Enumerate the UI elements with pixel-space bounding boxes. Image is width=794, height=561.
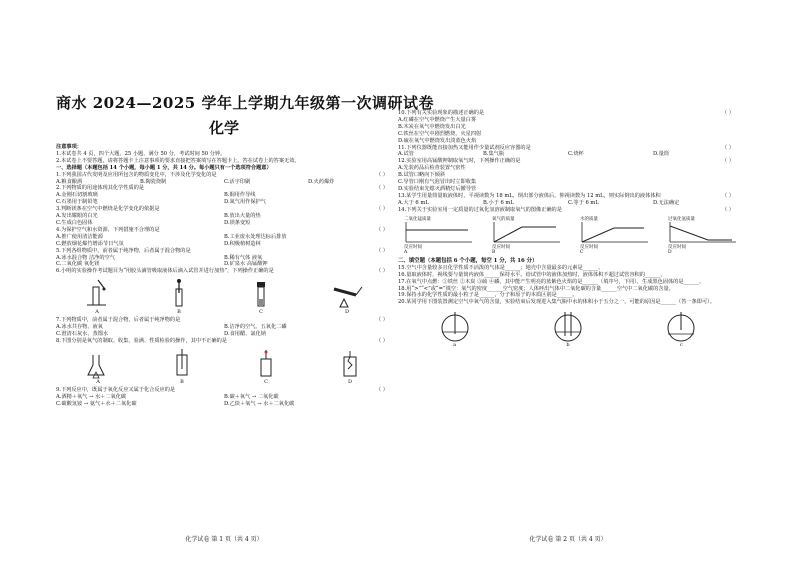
question-12-option-b: B.试管口略向下倾斜: [398, 172, 445, 179]
graph-a: [404, 216, 474, 255]
question-18: 18.用“>”“<”或“=”填空：氧气的密度______空气密度；人体呼出气体中二氧化碳的含量______空气中二氧化碳的含量。: [398, 285, 674, 292]
question-10-option-c: C.铁丝在空气中剧烈燃烧，火星四射: [398, 130, 482, 137]
exam-title: 商水 2024—2025 学年上学期九年级第一次调研试卷: [56, 94, 434, 112]
question-15: 15.空气中含量较多且化学性质不活泼的气体是______；地壳中含量最多的元素是______。: [398, 264, 604, 271]
question-12-option-d: D.实验结束先熄灭酒精灯后撤导管: [398, 185, 477, 192]
question-7-options-row2: C.澄清石灰水、蒸馏水 D.食用醋、氯化钠: [56, 331, 266, 338]
graph-a-label: A: [404, 249, 408, 255]
question-10-option-d: D.硫在氧气中燃烧发出淡蓝色火焰: [398, 137, 477, 144]
figure-6a: A: [84, 279, 110, 315]
tube-dropper-icon: [166, 279, 192, 309]
figure-8c: C: [253, 349, 279, 385]
figure-8d: D: [337, 349, 363, 385]
question-17: 17.在氧气中点燃：①铁丝 ②木炭 ③硫 ④磷，其中能产生明亮的蓝紫色火焰的是______（填序号，下同），生成黑色固体的是______。: [398, 278, 705, 285]
apparatus-c-icon: [661, 312, 701, 342]
figure-20b: b: [548, 312, 588, 348]
question-8: 8.下图分别是氧气的制取、收集、验满、性质检验的操作，其中不正确的是 （ ）: [56, 337, 388, 344]
question-14: 14.下列关于实验室用一定质量的过氧化氢溶液制取氧气的图像正确的是 （ ）: [398, 206, 734, 213]
question-4-options-row2: C.燃放烟花爆竹增添节日气氛 D.积极植树造林: [56, 240, 261, 247]
question-5: 5.下列各组物质中，前者属于纯净物，后者属于混合物的是 （ ）: [56, 247, 388, 254]
graph-d: [668, 216, 738, 255]
question-20-figures: [398, 312, 738, 348]
question-10-option-a: A.红磷在空气中燃烧产生大量白雾: [398, 116, 477, 123]
question-3: 3.判断镁条在空气中燃烧是化学变化的依据是 （ ）: [56, 206, 388, 213]
graph-b: [492, 216, 562, 255]
graph-c-plot: [580, 222, 650, 244]
question-7: 7.下列物质中，前者属于混合物，后者属于纯净物的是 （ ）: [56, 317, 388, 324]
figure-6d: D: [330, 279, 364, 315]
question-11: 11.下列仪器既能直接加热又能用作少量试剂反应容器的是 （ ）: [398, 144, 734, 151]
figure-8b: B: [169, 349, 195, 385]
question-3-options-row2: C.生成白色固体 D.镁条变短: [56, 219, 251, 226]
graph-c-label: C: [580, 249, 584, 255]
notice-line-2: 2.本试卷上不要答题，请将答题卡上注意事项的要求直接把答案填写在答题卡上。答在试卷上的答案无效。: [56, 157, 300, 164]
graph-b-plot: [492, 222, 562, 244]
question-16: 16.量取液体时，视线要与量筒内液体______保持水平。给试管中的液体加热时，液体体积不超过试管容积的______。: [398, 271, 666, 278]
graph-a-plot: [404, 222, 474, 244]
oxygen-generator-icon: [85, 349, 111, 379]
question-1: 1.下列我国古代发明及应用所包含的物质变化中，不涉及化学变化的是 （ ）: [56, 171, 388, 178]
graph-a-xlabel: 反应时间: [404, 244, 422, 250]
question-6-figures: [56, 277, 392, 315]
question-10-option-b: B.木炭在氧气中燃烧发出白光: [398, 123, 466, 130]
graph-b-ylabel: 氧气的质量: [492, 216, 515, 222]
test-full-icon: [253, 349, 279, 379]
iron-wire-icon: [337, 349, 363, 379]
graph-b-label: B: [492, 249, 496, 255]
graph-c: [580, 216, 650, 255]
question-14-graphs: [404, 216, 738, 255]
section-2-heading: 二、填空题（本题包括 6 个小题，每空 1 分，共 16 分）: [398, 257, 538, 264]
graph-c-ylabel: 水的质量: [580, 216, 598, 222]
question-4: 4.为保护空气和水资源，下列措施不合理的是 （ ）: [56, 226, 388, 233]
graph-d-plot: [668, 222, 738, 244]
graph-d-label: D: [668, 249, 672, 255]
question-8-figures: [56, 347, 392, 385]
question-10: 10.下列有关实验现象的描述正确的是 （ ）: [398, 110, 734, 116]
figure-6b: B: [166, 279, 192, 315]
question-2-options-row1: A.金刚石切割玻璃 B.铜用作导线: [56, 192, 256, 199]
question-3-options-row1: A.发出耀眼的白光 B.放出大量的热: [56, 213, 261, 220]
question-20: 20.某同学用下图装置测定空气中氧气的含量，实验结束后发现进入集气瓶中水的体积小于五分之一，可能的原因是______（答一条即可）。: [398, 299, 715, 306]
section-1-heading: 一、选择题（本题包括 14 个小题，每小题 1 分，共 14 分。每小题只有一个选项符合题意）: [56, 164, 272, 171]
dropper-figure-icon: [84, 279, 110, 309]
question-1-options: A.粮食酿酒 B.陶瓷烧制 C.活字印刷 D.火药爆炸: [56, 178, 335, 185]
apparatus-a-icon: [435, 312, 475, 342]
tube-stopper-icon: [248, 279, 274, 309]
question-5-options-row2: C.二氧化碳 氧化镁 D.矿泉水 高锰酸钾: [56, 261, 268, 268]
apparatus-b-icon: [548, 312, 588, 342]
figure-6c: C: [248, 279, 274, 315]
page-2-footer: 化学试卷 第 2 页（共 4 页）: [529, 536, 607, 543]
page-1-footer: 化学试卷 第 1 页（共 4 页）: [185, 536, 263, 543]
question-2-options-row2: C.石墨用于制铅笔 D.氮气用作保护气: [56, 199, 266, 206]
graph-c-xlabel: 反应时间: [580, 244, 598, 250]
page-2: [398, 0, 738, 561]
question-4-options-row1: A.推广使用清洁能源 B.工业废水处理达标后排放: [56, 233, 287, 240]
question-7-options-row1: A.冰水共存物、液氧 B.洁净的空气、五氧化二磷: [56, 324, 287, 331]
graph-d-xlabel: 反应时间: [668, 244, 686, 250]
question-13-options: A.大于 6 mL B.小于 6 mL C.等于 6 mL D.无法确定: [398, 199, 680, 206]
graph-d-ylabel: 过氧化氢质量: [668, 216, 695, 222]
figure-20a: a: [435, 312, 475, 348]
figure-20c: c: [661, 312, 701, 348]
question-12: 12.实验室用高锰酸钾制取氧气时，下列操作正确的是 （ ）: [398, 158, 734, 165]
notice-heading: 注意事项：: [56, 144, 82, 150]
question-9-options-row1: A.酒精＋氧气 → 水＋二氧化碳 B.碳＋氧气 → 二氧化碳: [56, 393, 279, 400]
question-12-option-a: A.先装药品后检查装置气密性: [398, 165, 466, 172]
question-2: 2.下列物质的用途体现其化学性质的是 （ ）: [56, 185, 388, 192]
graph-a-ylabel: 二氧化锰质量: [404, 216, 431, 222]
question-9-options-row2: C.碳酸氢铵 → 氨气＋水＋二氧化碳 D.乙炔＋氧气 → 水＋二氧化碳: [56, 400, 295, 407]
question-6: 6.小明的实验操作考试题目为“用胶头滴管吸取液体后滴入试管并进行加热”，下列操作正确的是 （ ）: [56, 268, 388, 275]
question-12-option-c: C.导管口刚有气泡冒出时立即收集: [398, 179, 477, 186]
notice-line-1: 1.本试卷共 4 页，四个大题，25 小题，满分 50 分，考试时间 50 分钟。: [56, 150, 226, 157]
question-13: 13.某学生用量筒量取液体时，平视读数为 18 mL，倒出部分液体后，仰视读数为 12 mL，则实际倒出的液体体积 （ ）: [398, 192, 734, 199]
graph-b-xlabel: 反应时间: [492, 244, 510, 250]
heating-tube-icon: [330, 279, 364, 309]
question-19: 19.保持水的化学性质的最小粒子是______，分子和原子的本质区别是______。: [398, 292, 578, 299]
exam-subject: 化学: [208, 119, 239, 137]
collection-bottle-icon: [169, 349, 195, 379]
question-11-options: A.试管 B.集气瓶 C.烧杯 D.量筒: [398, 151, 669, 158]
figure-8a: A: [85, 349, 111, 385]
question-5-options-row1: A.冰水混合物 洁净的空气 B.稀有气体 液氧: [56, 254, 263, 261]
question-9: 9.下列反应中，既属于氧化反应又属于化合反应的是 （ ）: [56, 386, 388, 393]
